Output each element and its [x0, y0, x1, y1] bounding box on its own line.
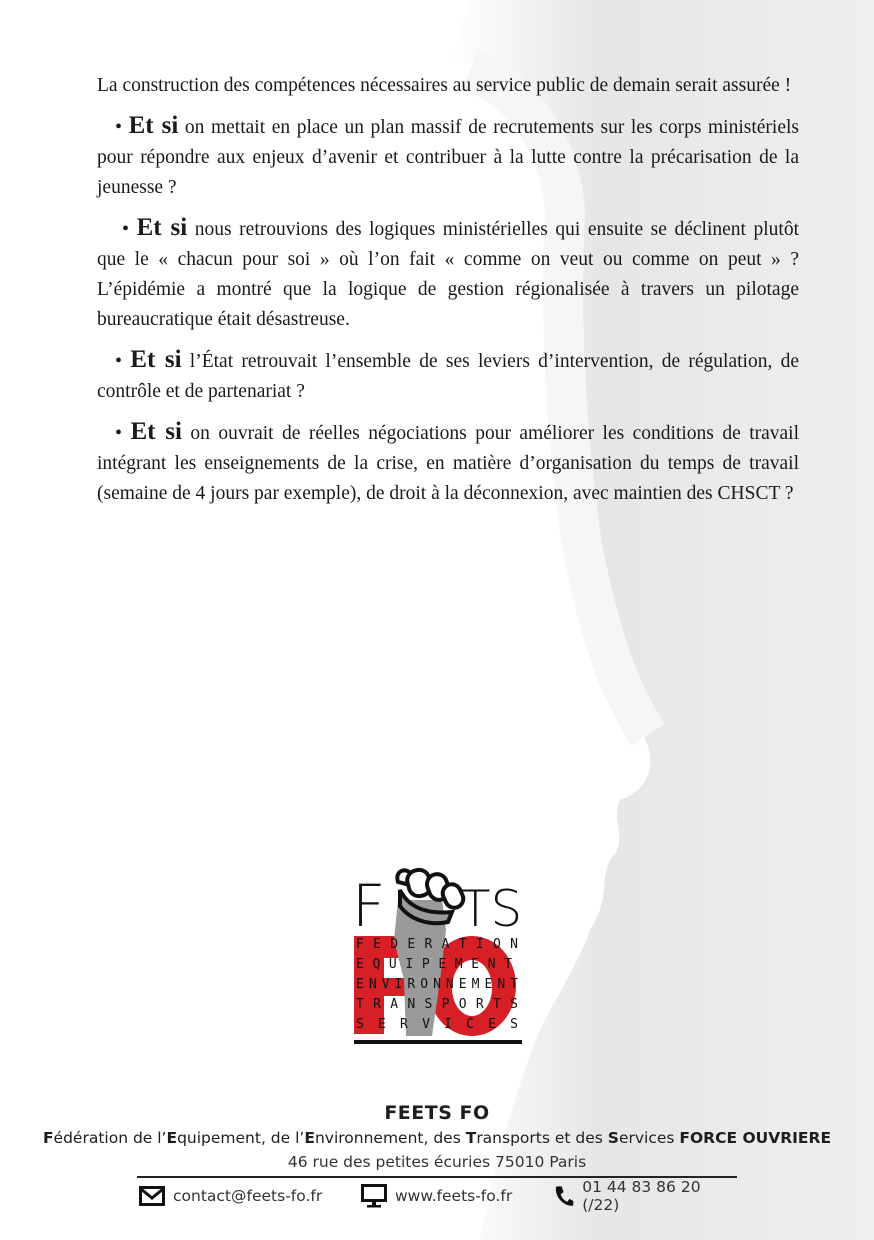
name-part: nvironnement, des [314, 1129, 466, 1147]
fist-icon [397, 868, 466, 924]
bullet-text: on ouvrait de réelles négociations pour améliorer les conditions de travail intégrant les enseignements de la crise, en matière d’organisation du temps de travail (semaine de 4 jours par exemple), de droit à la déconnexion, avec maintien des CHSCT ? [97, 423, 799, 504]
name-part: ervices [618, 1129, 680, 1147]
initial-letter: T [465, 1129, 477, 1147]
envelope-icon [139, 1186, 165, 1206]
bullet-lead: Et si [128, 112, 179, 139]
bullet-lead: Et si [130, 346, 182, 373]
name-part: quipement, de l’ [177, 1129, 305, 1147]
contact-website[interactable] [361, 1182, 512, 1210]
logo-letters-ts: TS [460, 880, 522, 938]
name-part: ransports et des [476, 1129, 608, 1147]
footer-contacts [137, 1178, 737, 1214]
initial-letter: F [42, 1129, 54, 1147]
logo-row-services: SERVICES [356, 1017, 518, 1032]
bullet-text: nous retrouvions des logiques ministérielles qui ensuite se déclinent plutôt que le « chacun pour soi » où l’on fait « comme on veut ou comme on peut » ? L’épidémie a montré que la logique de gestion régionalisée à travers un pilotage bureaucratique était désastreuse. [97, 219, 800, 330]
initial-letter: E [304, 1129, 315, 1147]
logo-row-federation: FEDERATION [356, 937, 518, 952]
initial-letter: E [166, 1129, 178, 1147]
bullet-dot-icon: • [115, 422, 123, 444]
name-part: édération de l’ [53, 1129, 167, 1147]
bullet-dot-icon: • [115, 350, 123, 372]
body-text [97, 71, 799, 519]
footer-address: 46 rue des petites écuries 75010 Paris [287, 1153, 587, 1171]
bullet-paragraph-4 [97, 417, 799, 509]
footer-title: FEETS FO [384, 1102, 490, 1124]
initial-letter: S [607, 1129, 619, 1147]
bullet-paragraph-3 [97, 345, 799, 407]
footer-organization-name [0, 1129, 874, 1147]
phone-number[interactable]: 01 44 83 86 20 (/22) [582, 1178, 701, 1214]
bullet-lead: Et si [130, 418, 182, 445]
bullet-dot-icon: • [122, 218, 130, 240]
bullet-text: on mettait en place un plan massif de recrutements sur les corps ministériels pour répondre aux enjeux d’avenir et contribuer à la lutte contre la précarisation de la jeunesse ? [97, 117, 800, 198]
phone-icon [553, 1184, 574, 1208]
logo-letter-f: F [352, 872, 386, 940]
email-link[interactable]: contact@feets-fo.fr [173, 1187, 323, 1205]
logo-base-bar [354, 1040, 522, 1044]
contact-phone[interactable] [553, 1178, 737, 1214]
contact-email[interactable] [139, 1182, 322, 1210]
force-ouvriere: FORCE OUVRIERE [679, 1129, 832, 1147]
logo-row-transports: TRANSPORTS [356, 997, 518, 1012]
logo-row-equipement: EQUIPEMENT [356, 957, 512, 972]
logo-row-environnement: ENVIRONNEMENT [356, 977, 518, 992]
intro-paragraph: La construction des compétences nécessaires au service public de demain serait assurée ! [97, 75, 792, 96]
monitor-icon [361, 1184, 387, 1208]
bullet-dot-icon: • [115, 116, 123, 138]
website-link[interactable]: www.feets-fo.fr [395, 1187, 513, 1205]
bullet-paragraph-2 [97, 213, 799, 335]
bullet-lead: Et si [136, 214, 188, 241]
bullet-paragraph-1 [97, 111, 799, 203]
bullet-text: l’État retrouvait l’ensemble de ses leviers d’intervention, de régulation, de contrôle et de partenariat ? [97, 351, 799, 402]
feets-fo-logo [350, 860, 522, 1046]
